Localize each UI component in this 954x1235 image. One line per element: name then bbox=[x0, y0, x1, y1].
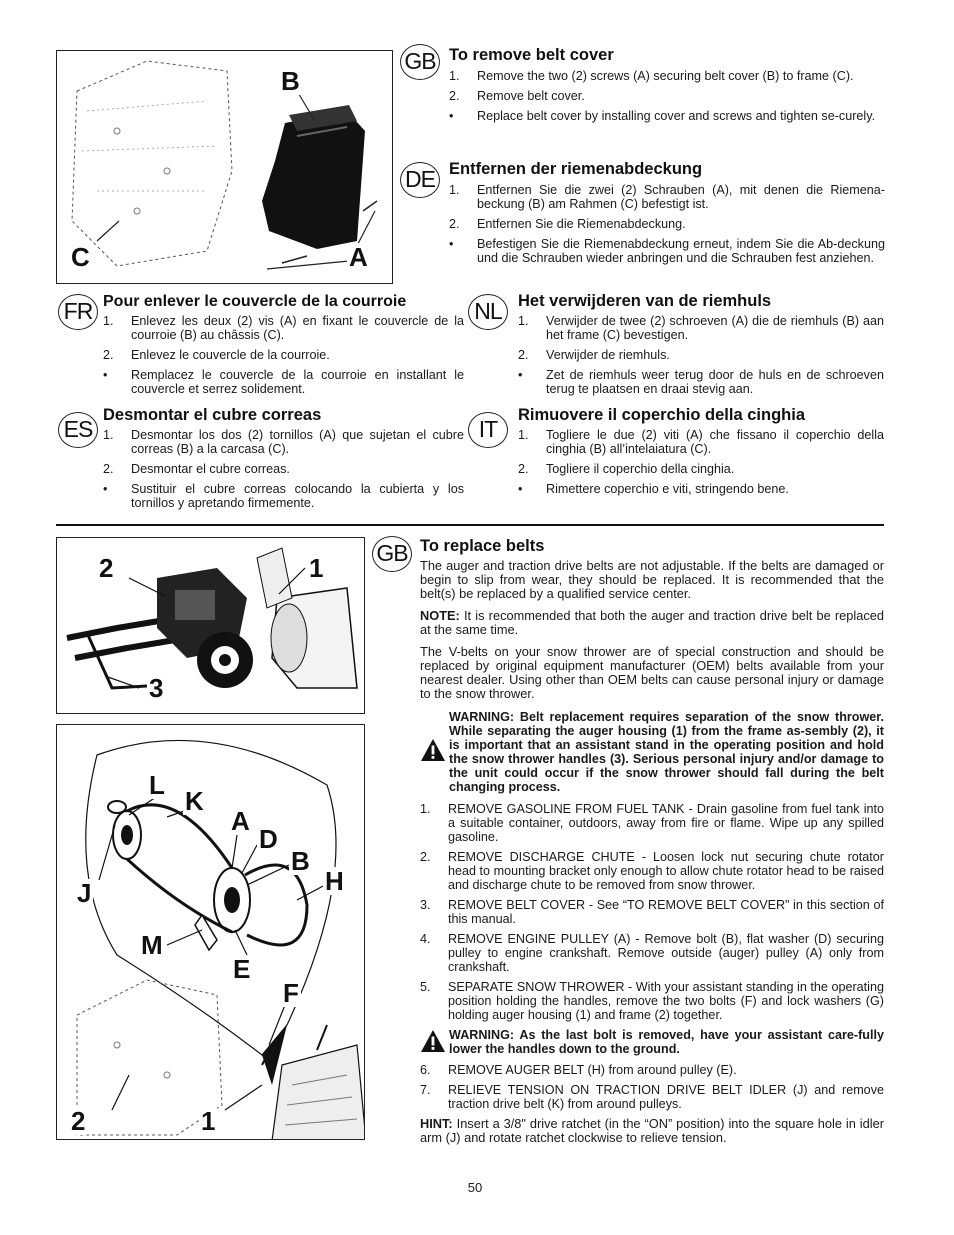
language-badge-gb-replace: GB bbox=[372, 536, 412, 572]
section-heading: Entfernen der riemenabdeckung bbox=[449, 160, 703, 178]
steps-list bbox=[103, 428, 464, 510]
steps-list bbox=[449, 69, 885, 123]
steps-list bbox=[518, 314, 884, 396]
label-a: A bbox=[349, 242, 368, 272]
list-item: 6. REMOVE AUGER BELT (H) from around pulley (E). bbox=[420, 1063, 737, 1077]
section-heading: Pour enlever le couvercle de la courroie bbox=[103, 293, 407, 310]
language-badge-gb: GB bbox=[400, 44, 440, 80]
warning-icon bbox=[420, 1029, 446, 1053]
section-heading: To replace belts bbox=[420, 537, 545, 555]
note-text: It is recommended that both the auger and traction drive belt be replaced at the same time. bbox=[420, 608, 884, 637]
list-item: 1. Verwijder de twee (2) schroeven (A) die de riemhuls (B) aan het frame (C) bevestigen. bbox=[518, 314, 884, 342]
list-item: • Rimettere coperchio e viti, stringendo bene. bbox=[518, 482, 789, 496]
list-item: 7. RELIEVE TENSION ON TRACTION DRIVE BELT IDLER (J) and remove traction drive belt (K) from around pulleys. bbox=[420, 1083, 884, 1111]
steps-list bbox=[518, 428, 884, 496]
label-3: 3 bbox=[149, 673, 164, 703]
label-1: 1 bbox=[201, 1106, 216, 1136]
section-divider bbox=[56, 524, 884, 526]
steps-list bbox=[103, 314, 464, 396]
hint-text: Insert a 3/8" drive ratchet (in the “ON” position) into the square hole in idler arm (J) and rotate ratchet clockwise to relieve tension. bbox=[420, 1116, 884, 1145]
warning-text: WARNING: As the last bolt is removed, have your assistant care-fully lower the handles down to the ground. bbox=[449, 1028, 884, 1056]
note-label: NOTE: bbox=[420, 608, 460, 623]
label-f: F bbox=[283, 978, 299, 1008]
list-item: 1. Entfernen Sie die zwei (2) Schrauben (A), mit denen die Riemena-beckung (B) am Rahmen (C) befestigt ist. bbox=[449, 183, 885, 211]
paragraph: The V-belts on your snow thrower are of special construction and should be replaced by original equipment manufacturer (OEM) belts available from your nearest dealer. Using other than OEM belts can cause personal injury or damage to the snow thrower. bbox=[420, 644, 884, 701]
section-it bbox=[518, 406, 884, 502]
list-item: 1. Enlevez les deux (2) vis (A) en fixant le couvercle de la courroie (B) au châssis (C). bbox=[103, 314, 464, 342]
figure-belt-detail bbox=[56, 724, 365, 1140]
label-c: C bbox=[71, 242, 90, 272]
steps-list bbox=[449, 183, 885, 265]
list-item: 2. Enlevez le couvercle de la courroie. bbox=[103, 348, 330, 362]
section-fr bbox=[103, 292, 464, 402]
steps-list bbox=[420, 802, 884, 1022]
warning-text: WARNING: Belt replacement requires separation of the snow thrower. While separating the auger housing (1) from the frame as-sembly (2), it is important that an assistant stand in the operating position and hold the snow thrower handles (3). Serious personal injury and/or damage to the unit could occur if the snow thrower should fall during the belt changing process. bbox=[449, 710, 884, 794]
list-item: 2. Verwijder de riemhuls. bbox=[518, 348, 670, 362]
label-h: H bbox=[325, 866, 344, 896]
list-item: 2. Desmontar el cubre correas. bbox=[103, 462, 290, 476]
hint-paragraph bbox=[420, 1117, 884, 1145]
hint-label: HINT: bbox=[420, 1116, 453, 1131]
list-item: • Sustituir el cubre correas colocando la cubierta y los tornillos y apretando firmemente. bbox=[103, 482, 464, 510]
list-item: 4. REMOVE ENGINE PULLEY (A) - Remove bolt (B), flat washer (D) securing pulley to engine crankshaft. Remove outside (auger) pulley (A) only from crankshaft. bbox=[420, 932, 884, 974]
section-de bbox=[449, 160, 885, 271]
label-d: D bbox=[259, 824, 278, 854]
label-2: 2 bbox=[71, 1106, 86, 1136]
list-item: 2. Togliere il coperchio della cinghia. bbox=[518, 462, 735, 476]
list-item: 1. Togliere le due (2) viti (A) che fissano il coperchio della cinghia (B) all’intelaiatura (C). bbox=[518, 428, 884, 456]
list-item: 1. REMOVE GASOLINE FROM FUEL TANK - Drain gasoline from fuel tank into a suitable container, outdoors, away from fire or flame. Wipe up any spilled gasoline. bbox=[420, 802, 884, 844]
label-k: K bbox=[185, 786, 204, 816]
figure-snow-thrower bbox=[56, 537, 365, 714]
list-item: • Replace belt cover by installing cover and screws and tighten se-curely. bbox=[449, 109, 876, 123]
list-item: 2. REMOVE DISCHARGE CHUTE - Loosen lock nut securing chute rotator head to mounting bracket only enough to allow chute rotator head to be raised and discharge chute to be removed from snow thrower. bbox=[420, 850, 884, 892]
label-b: B bbox=[291, 846, 310, 876]
label-1: 1 bbox=[309, 553, 324, 583]
label-2: 2 bbox=[99, 553, 114, 583]
list-item: 2. Entfernen Sie die Riemenabdeckung. bbox=[449, 217, 686, 231]
section-gb-replace-belts bbox=[420, 537, 884, 1153]
page-number: 50 bbox=[467, 1180, 483, 1195]
section-heading: To remove belt cover bbox=[449, 46, 614, 64]
language-badge-de: DE bbox=[400, 162, 440, 198]
language-badge-it: IT bbox=[468, 412, 508, 448]
section-nl bbox=[518, 292, 884, 402]
label-b: B bbox=[281, 66, 300, 96]
language-badge-es: ES bbox=[58, 412, 98, 448]
section-heading: Desmontar el cubre correas bbox=[103, 406, 322, 424]
list-item: 5. SEPARATE SNOW THROWER - With your assistant standing in the operating position holding the handles, remove the two bolts (F) and lock washers (G) holding auger housing (1) and frame (2) together. bbox=[420, 980, 884, 1022]
paragraph: The auger and traction drive belts are not adjustable. If the belts are damaged or begin to slip from wear, they should be replaced. It is recommended that the belt(s) be replaced by a qualified service center. bbox=[420, 558, 884, 601]
label-e: E bbox=[233, 954, 251, 984]
list-item: 2. Remove belt cover. bbox=[449, 89, 585, 103]
section-heading: Rimuovere il coperchio della cinghia bbox=[518, 406, 805, 424]
language-badge-fr: FR bbox=[58, 294, 98, 330]
belt-cover-illustration bbox=[57, 51, 393, 284]
belt-detail-illustration bbox=[57, 725, 365, 1140]
warning-block bbox=[420, 710, 884, 794]
figure-belt-cover bbox=[56, 50, 393, 284]
section-gb-remove-belt-cover bbox=[449, 46, 885, 129]
list-item: 1. Desmontar los dos (2) tornillos (A) que sujetan el cubre correas (B) a la carcasa (C). bbox=[103, 428, 464, 456]
note-paragraph bbox=[420, 609, 884, 637]
language-badge-nl: NL bbox=[468, 294, 508, 330]
label-l: L bbox=[149, 770, 165, 800]
list-item: 1. Remove the two (2) screws (A) securing belt cover (B) to frame (C). bbox=[449, 69, 854, 83]
label-j: J bbox=[77, 878, 92, 908]
list-item: • Zet de riemhuls weer terug door de huls en de schroeven terug te plaatsen en draai stevig aan. bbox=[518, 368, 884, 396]
section-es bbox=[103, 406, 464, 516]
warning-block bbox=[420, 1028, 884, 1056]
label-m: M bbox=[141, 930, 163, 960]
list-item: • Befestigen Sie die Riemenabdeckung erneut, indem Sie die Ab-deckung und die Schrauben wieder anbringen und die Schrauben fest anziehen. bbox=[449, 237, 885, 265]
label-a: A bbox=[231, 806, 250, 836]
warning-icon bbox=[420, 738, 446, 762]
steps-list bbox=[420, 1063, 884, 1111]
list-item: 3. REMOVE BELT COVER - See “TO REMOVE BELT COVER” in this section of this manual. bbox=[420, 898, 884, 926]
section-heading: Het verwijderen van de riemhuls bbox=[518, 292, 772, 310]
list-item: • Remplacez le couvercle de la courroie en installant le couvercle et serrez solidement. bbox=[103, 368, 464, 396]
